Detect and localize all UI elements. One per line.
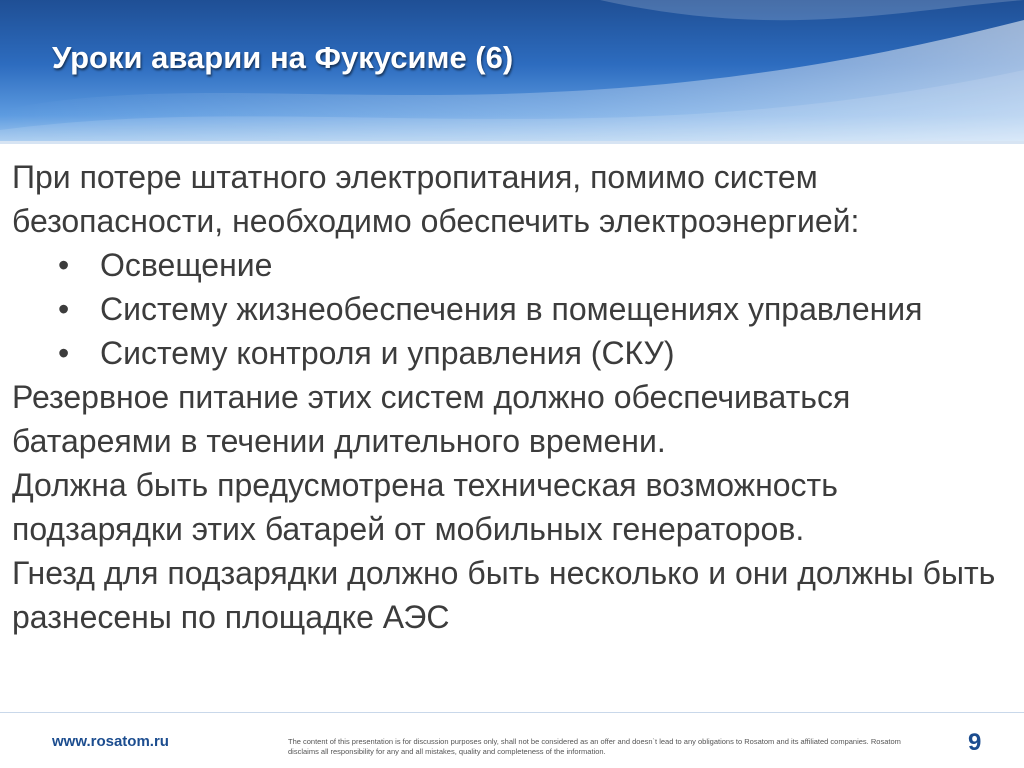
header-divider: [0, 141, 1024, 144]
bullet-item: [12, 287, 1012, 331]
page-number: 9: [968, 729, 982, 756]
bullet-text: Освещение: [100, 247, 273, 283]
footer-website-link[interactable]: www.rosatom.ru: [52, 733, 169, 750]
intro-paragraph: При потере штатного электропитания, помимо систем безопасности, необходимо обеспечить электроэнергией:: [12, 159, 860, 239]
bullet-glyph: •: [58, 247, 70, 283]
bullet-glyph: •: [58, 335, 70, 371]
slide-title: Уроки аварии на Фукусиме (6): [52, 40, 514, 75]
body-paragraph: Гнезд для подзарядки должно быть несколько и они должны быть разнесены по площадке АЭС: [12, 555, 996, 635]
slide-body: [12, 155, 1012, 639]
bullet-text: Систему жизнеобеспечения в помещениях управления: [100, 291, 923, 327]
footer-disclaimer: The content of this presentation is for discussion purposes only, shall not be considered as an offer and doesn`t lead to any obligations to Rosatom and its affiliated companies. Rosatom disclaims all responsibility for any and all mistakes, quality and completeness of the information.: [288, 737, 901, 756]
bullet-list: [12, 243, 1012, 375]
bullet-text: Систему контроля и управления (СКУ): [100, 335, 675, 371]
body-paragraph: Резервное питание этих систем должно обеспечиваться батареями в течении длительного времени.: [12, 379, 851, 459]
footer-divider: [0, 712, 1024, 713]
bullet-item: [12, 331, 1012, 375]
body-paragraph: Должна быть предусмотрена техническая возможность подзарядки этих батарей от мобильных генераторов.: [12, 467, 838, 547]
bullet-item: [12, 243, 1012, 287]
header-banner: [0, 0, 1024, 144]
bullet-glyph: •: [58, 291, 70, 327]
